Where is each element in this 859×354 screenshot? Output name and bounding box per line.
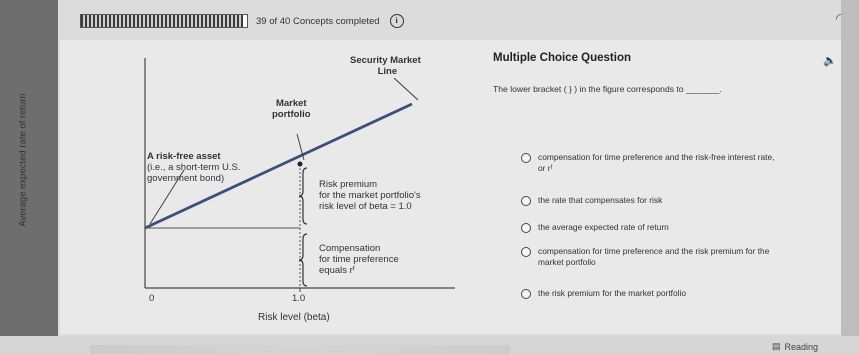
answer-option-text: the rate that compensates for risk [538,195,663,205]
x-origin-label: 0 [149,293,155,304]
risk-premium-line1: Risk premium [319,179,378,190]
compensation-line2: for time preference [319,253,399,265]
market-line1: Market [275,98,307,109]
market-line2: portfolio [272,108,311,120]
y-axis-label: Average expected rate of return [17,93,29,227]
reading-label: Reading [784,341,819,352]
bottom-blurred-area [90,345,510,354]
book-icon: ▤ [772,341,781,351]
risk-premium-label [319,180,421,213]
question-panel [493,52,837,302]
answer-option-3[interactable] [521,222,669,233]
compensation-label [319,244,399,277]
progress-area [80,14,404,28]
answer-option-5[interactable] [521,288,686,299]
compensation-line3: equals rᶠ [319,264,355,276]
rf-line2: (i.e., a short-term U.S. [147,161,241,173]
question-heading: Multiple Choice Question [493,52,632,64]
question-prompt: The lower bracket ( } ) in the figure corresponds to _______. [493,84,722,94]
risk-premium-line3: risk level of beta = 1.0 [319,200,412,212]
answer-option-1[interactable] [521,152,774,175]
progress-bar [80,14,248,28]
x-beta-one-label: 1.0 [292,293,306,304]
sml-title-line1: Security Market [350,55,421,66]
compensation-line1: Compensation [319,243,381,254]
answer-option-4[interactable] [521,246,769,269]
radio-button[interactable] [521,289,531,299]
radio-button[interactable] [521,153,531,163]
market-portfolio-point [298,162,303,167]
rf-line1: A risk-free asset [147,151,221,162]
info-icon[interactable]: i [390,14,404,28]
risk-premium-line2: for the market portfolio's [319,189,421,201]
answer-option-text: the average expected rate of return [538,222,669,232]
arc-icon[interactable]: ◜ [836,10,842,26]
answer-option-text: compensation for time preference and the risk-free interest rate, or rᶠ [538,152,775,174]
radio-button[interactable] [521,247,531,257]
sml-pointer-line [394,78,418,100]
speaker-icon[interactable]: 🔈 [823,55,837,67]
sml-chart [100,48,500,330]
answer-option-2[interactable] [521,195,662,206]
answer-option-text: compensation for time preference and the risk premium for the market portfolio [538,246,770,268]
progress-fill [81,15,243,27]
progress-label: 39 of 40 Concepts completed [256,15,380,27]
sml-figure [100,48,500,330]
radio-button[interactable] [521,196,531,206]
risk-free-label [147,152,240,185]
x-axis-label: Risk level (beta) [258,312,330,323]
market-portfolio-label [272,99,311,121]
radio-button[interactable] [521,223,531,233]
right-edge-strip [841,0,859,354]
sml-title-label [350,56,421,78]
left-edge-panel [0,0,58,354]
answer-option-text: the risk premium for the market portfolio [538,288,687,298]
rf-line3: government bond) [147,172,225,184]
reading-button[interactable] [772,341,818,352]
sml-title-line2: Line [377,65,398,77]
